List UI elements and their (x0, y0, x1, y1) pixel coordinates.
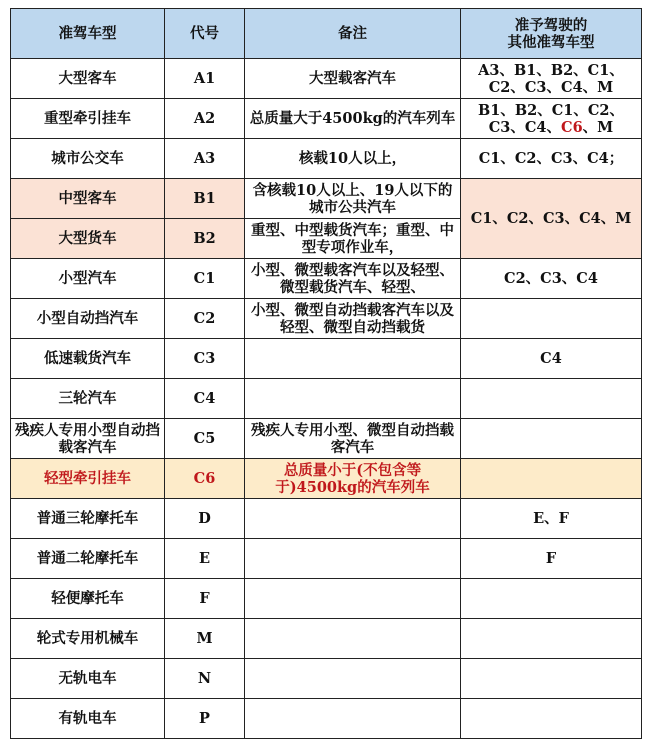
note-cell (245, 259, 461, 299)
license-class-cell (11, 579, 165, 619)
code-cell-text: A2 (193, 110, 216, 127)
note-cell (245, 59, 461, 99)
code-cell-text: M (196, 630, 213, 647)
note-cell-text: 小型、微型自动挡载客汽车以及轻型、微型自动挡载货 (251, 301, 454, 336)
license-class-cell (11, 659, 165, 699)
code-cell (165, 179, 245, 219)
note-cell-text: 总质量小于(不包含等于)4500kg的汽车列车 (275, 461, 430, 496)
license-class-cell (11, 699, 165, 739)
table-row-b1 (11, 179, 642, 219)
other-classes-cell (461, 419, 642, 459)
license-class-cell-text: 小型汽车 (58, 270, 117, 287)
license-class-cell (11, 619, 165, 659)
code-cell-text: A1 (193, 70, 216, 87)
other-classes-cell (461, 579, 642, 619)
other-classes-cell (461, 299, 642, 339)
table-row-n (11, 659, 642, 699)
other-classes-cell (461, 539, 642, 579)
code-cell (165, 259, 245, 299)
license-class-cell (11, 219, 165, 259)
table-row-e (11, 539, 642, 579)
table-row-f (11, 579, 642, 619)
license-class-cell-text: 城市公交车 (51, 150, 124, 167)
note-cell (245, 179, 461, 219)
other-classes-cell (461, 339, 642, 379)
license-class-cell-text: 有轨电车 (58, 710, 117, 727)
code-cell-text: E (198, 550, 211, 567)
note-cell (245, 499, 461, 539)
note-cell (245, 139, 461, 179)
table-row-c2 (11, 299, 642, 339)
note-cell-text: 总质量大于4500kg的汽车列车 (249, 110, 456, 127)
table-row-a1 (11, 59, 642, 99)
note-cell-text: 小型、微型载客汽车以及轻型、微型载货汽车、轻型、 (251, 261, 454, 296)
code-cell (165, 539, 245, 579)
license-class-cell-text: 小型自动挡汽车 (36, 310, 139, 327)
license-class-cell (11, 99, 165, 139)
license-class-cell-text: 大型货车 (58, 230, 117, 247)
note-cell (245, 699, 461, 739)
other-classes-cell-text: A3、B1、B2、C1、C2、C3、C4、M (478, 61, 624, 96)
code-cell (165, 459, 245, 499)
header-row (11, 9, 642, 59)
note-cell-text: 残疾人专用小型、微型自动挡载客汽车 (251, 421, 454, 456)
code-cell (165, 139, 245, 179)
other-classes-cell (461, 499, 642, 539)
license-class-cell (11, 419, 165, 459)
license-class-cell (11, 459, 165, 499)
license-class-cell-text: 轻便摩托车 (51, 590, 124, 607)
note-cell (245, 579, 461, 619)
code-cell (165, 619, 245, 659)
license-class-cell (11, 499, 165, 539)
table-row-m (11, 619, 642, 659)
license-class-cell-text: 残疾人专用小型自动挡载客汽车 (15, 421, 160, 456)
note-cell (245, 539, 461, 579)
other-classes-text: 、M (582, 118, 614, 136)
header-other-classes: 准予驾驶的 其他准驾车型 (461, 9, 642, 59)
note-cell-text: 核载10人以上， (298, 150, 407, 167)
license-class-cell (11, 339, 165, 379)
code-cell-text: C2 (193, 310, 216, 327)
note-cell (245, 419, 461, 459)
license-class-cell-text: 大型客车 (58, 70, 117, 87)
license-class-cell-text: 无轨电车 (58, 670, 117, 687)
other-classes-cell (461, 379, 642, 419)
other-classes-cell (461, 99, 642, 139)
other-classes-cell (461, 699, 642, 739)
code-cell (165, 339, 245, 379)
table-row-d (11, 499, 642, 539)
note-cell (245, 459, 461, 499)
note-cell (245, 299, 461, 339)
header-class: 准驾车型 (11, 9, 165, 59)
other-classes-cell-text: F (545, 550, 557, 567)
table-row-c3 (11, 339, 642, 379)
table-row-c1 (11, 259, 642, 299)
code-cell-text: P (199, 710, 210, 727)
code-cell-text: C3 (193, 350, 216, 367)
code-cell-text: F (199, 590, 210, 607)
license-class-cell-text: 三轮汽车 (58, 390, 117, 407)
code-cell-text: B1 (193, 190, 216, 207)
code-cell-text: C1 (193, 270, 216, 287)
other-classes-cell (461, 139, 642, 179)
other-classes-cell-text: E、F (533, 510, 569, 527)
license-class-cell-text: 中型客车 (58, 190, 117, 207)
license-class-cell-text: 普通三轮摩托车 (36, 510, 139, 527)
code-cell (165, 379, 245, 419)
code-cell-text: C6 (193, 470, 216, 487)
note-cell-text: 重型、中型载货汽车；重型、中型专项作业车， (251, 221, 454, 256)
other-classes-cell-text: C2、C3、C4 (504, 270, 598, 287)
license-class-cell-text: 普通二轮摩托车 (36, 550, 139, 567)
table-row-p (11, 699, 642, 739)
code-cell (165, 659, 245, 699)
note-cell-text: 大型载客汽车 (309, 70, 396, 87)
table-row-a3 (11, 139, 642, 179)
code-cell-text: N (197, 670, 212, 687)
note-cell (245, 619, 461, 659)
highlighted-code: C6 (561, 118, 583, 136)
license-class-table (10, 8, 642, 739)
license-class-cell (11, 259, 165, 299)
table-row-c4 (11, 379, 642, 419)
code-cell (165, 579, 245, 619)
other-classes-cell (461, 659, 642, 699)
code-cell (165, 299, 245, 339)
license-class-cell-text: 轮式专用机械车 (36, 630, 139, 647)
other-classes-text: B1、B2、C1、C2、C3、C4、 (478, 101, 624, 136)
license-class-cell-text: 重型牵引挂车 (44, 110, 131, 127)
other-classes-cell (461, 59, 642, 99)
note-cell (245, 379, 461, 419)
code-cell-text: A3 (193, 150, 216, 167)
code-cell-text: B2 (193, 230, 216, 247)
note-cell (245, 219, 461, 259)
other-classes-cell-text: C4 (540, 350, 562, 367)
code-cell-text: D (198, 510, 211, 527)
license-class-cell (11, 379, 165, 419)
license-class-cell-text: 轻型牵引挂车 (44, 470, 131, 487)
other-classes-cell (461, 179, 642, 259)
code-cell (165, 219, 245, 259)
license-class-cell (11, 59, 165, 99)
note-cell-text: 含核载10人以上、19人以下的城市公共汽车 (252, 181, 453, 216)
other-classes-cell-text: C1、C2、C3、C4； (478, 150, 624, 167)
code-cell (165, 419, 245, 459)
header-code: 代号 (165, 9, 245, 59)
table-row-a2 (11, 99, 642, 139)
other-classes-cell-text: C1、C2、C3、C4、M (470, 210, 632, 227)
code-cell (165, 699, 245, 739)
header-note: 备注 (245, 9, 461, 59)
table-row-c5 (11, 419, 642, 459)
other-classes-cell (461, 619, 642, 659)
code-cell-text: C5 (193, 430, 216, 447)
license-class-cell (11, 299, 165, 339)
code-cell (165, 499, 245, 539)
license-class-cell (11, 139, 165, 179)
table-row-c6 (11, 459, 642, 499)
other-classes-cell (461, 259, 642, 299)
note-cell (245, 99, 461, 139)
note-cell (245, 659, 461, 699)
code-cell (165, 99, 245, 139)
license-class-cell (11, 539, 165, 579)
code-cell (165, 59, 245, 99)
license-class-cell-text: 低速载货汽车 (44, 350, 131, 367)
code-cell-text: C4 (193, 390, 216, 407)
license-class-cell (11, 179, 165, 219)
other-classes-cell (461, 459, 642, 499)
note-cell (245, 339, 461, 379)
